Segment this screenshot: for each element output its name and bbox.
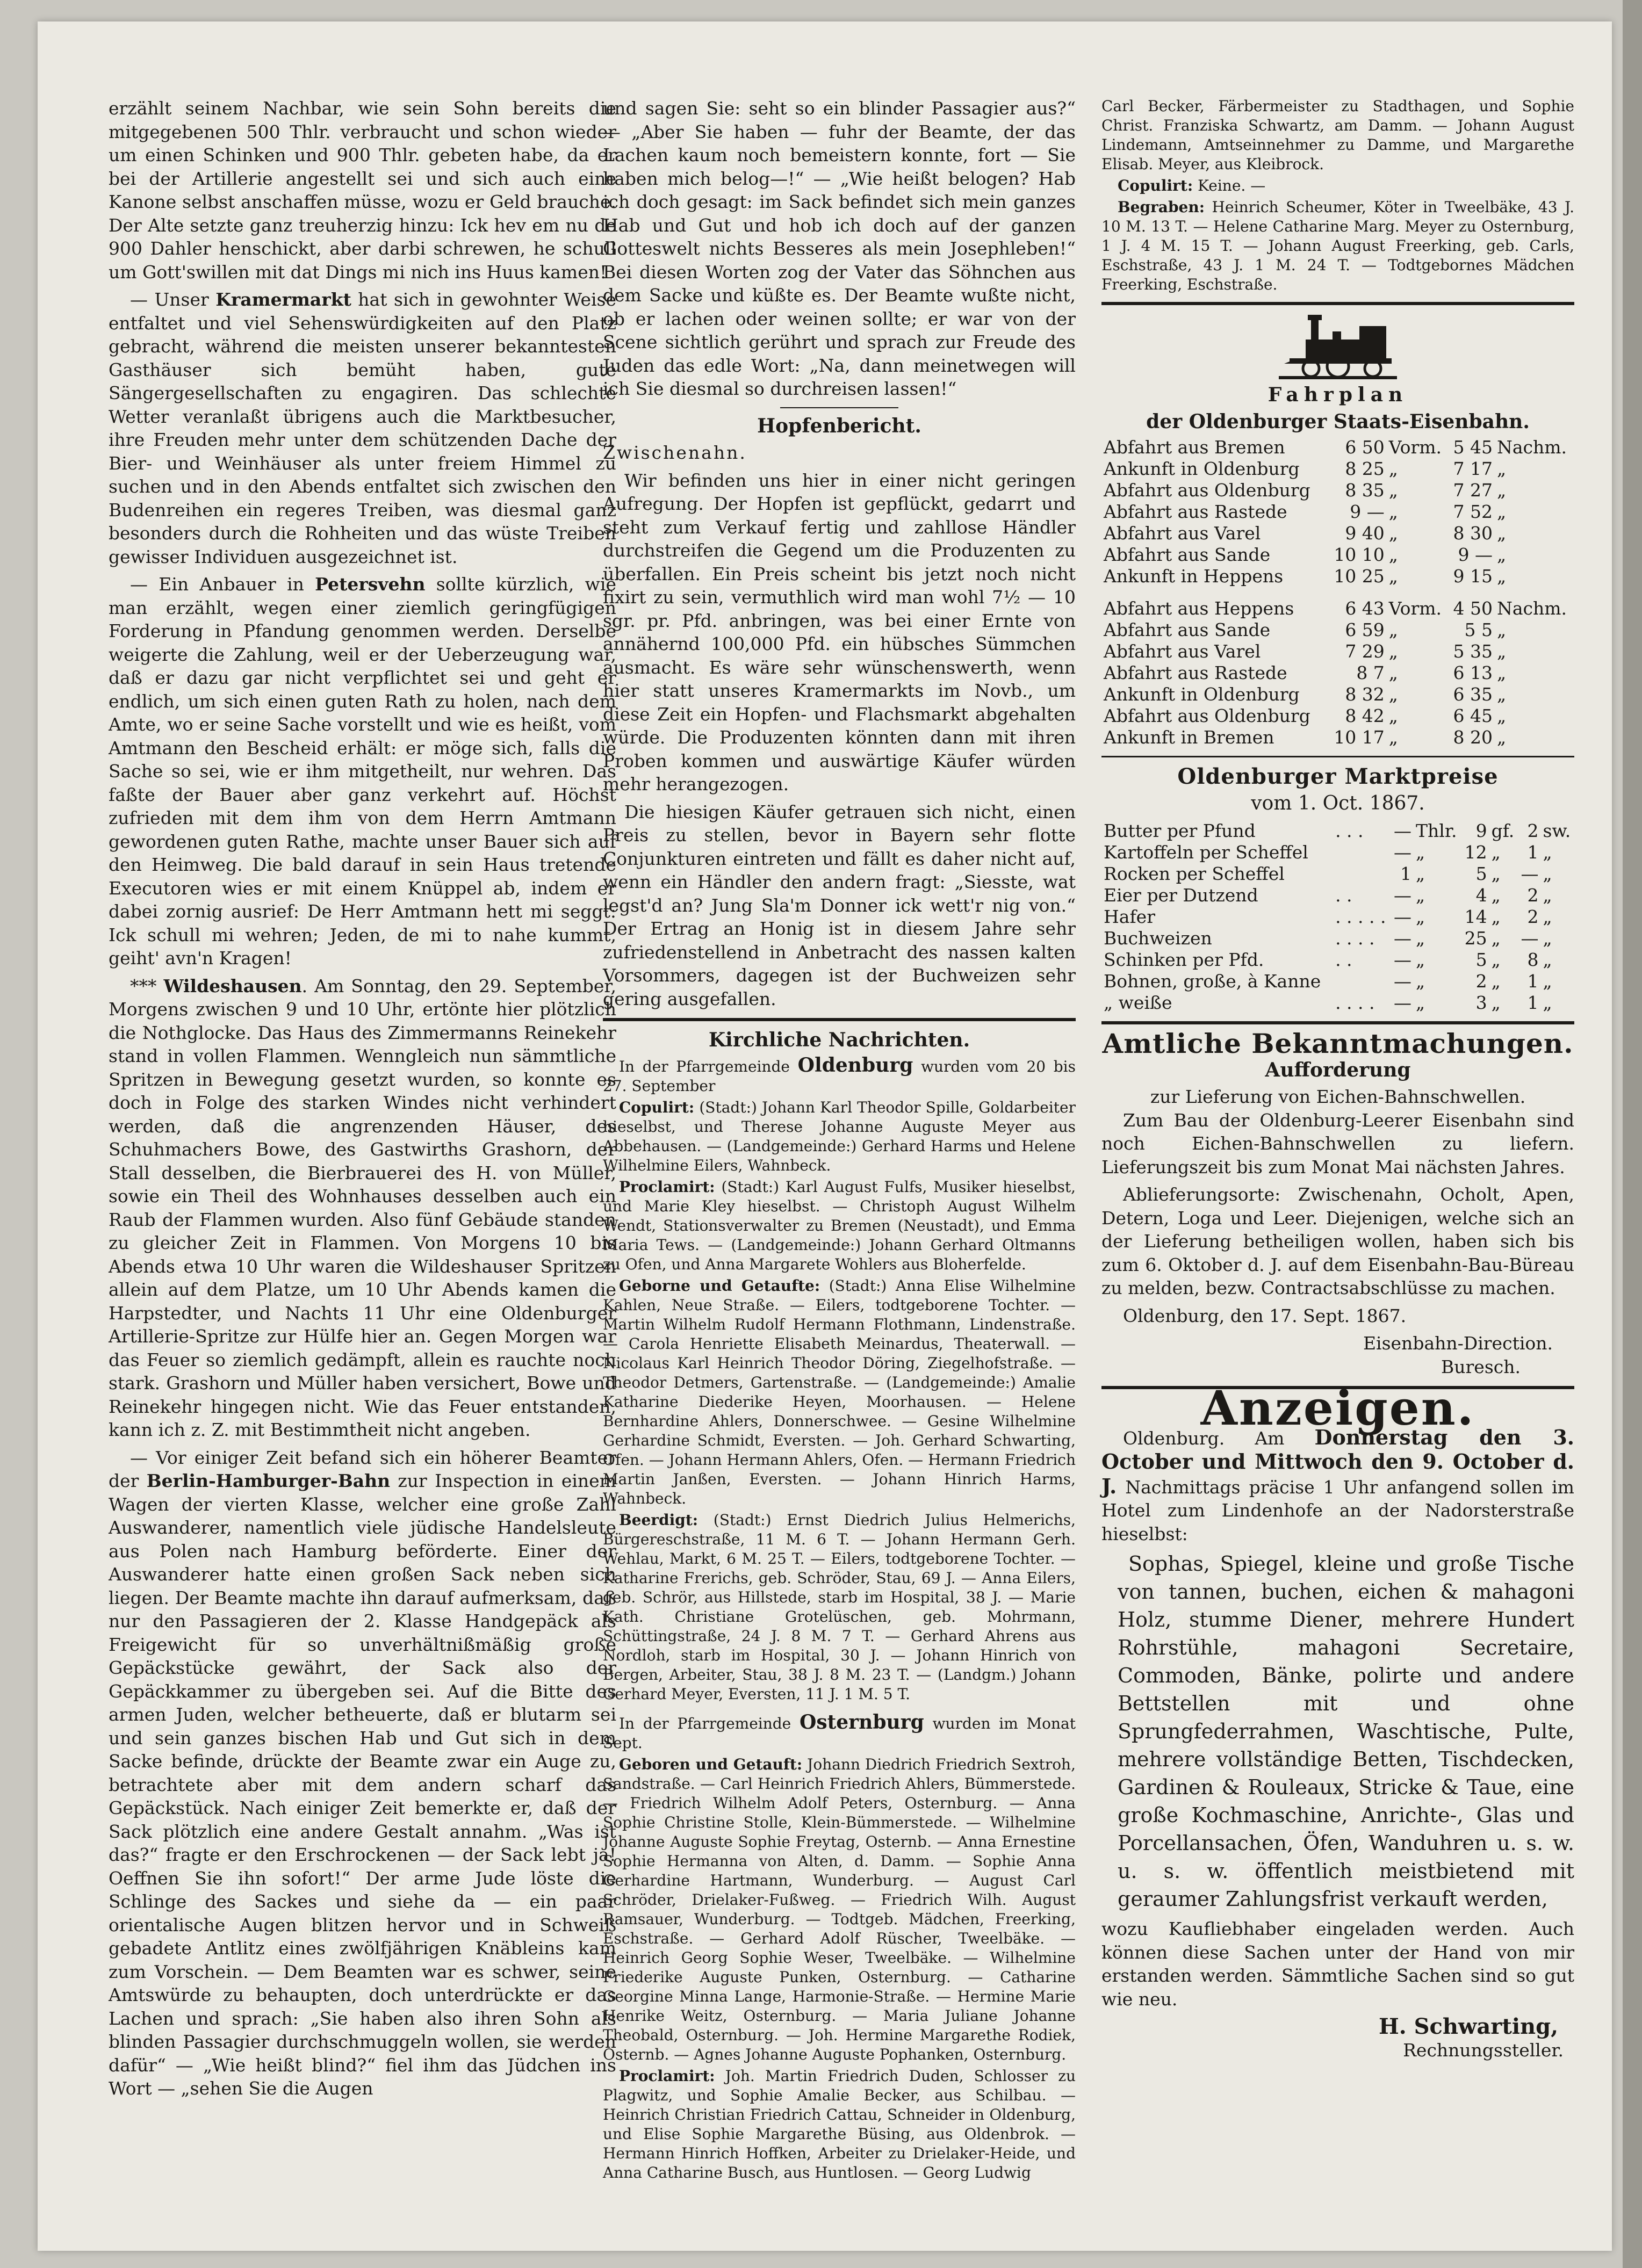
table-row — [1101, 619, 1574, 641]
table-cell: „ — [1496, 705, 1507, 726]
column-1 — [109, 97, 616, 2105]
table-cell: 1 — [1527, 842, 1539, 863]
table-row — [1101, 885, 1574, 906]
table-cell: 1 — [1400, 863, 1412, 884]
newspaper-page — [38, 21, 1612, 2251]
kirch-entry: Copulirt: Keine. — — [1118, 177, 1266, 194]
table-cell: „ — [1491, 949, 1501, 970]
table-cell: „ — [1491, 863, 1501, 884]
table-cell: — — [1394, 971, 1412, 992]
hopfen-text-1: Wir befinden uns hier in einer nicht geringen Aufregung. Der Hopfen ist gepflückt, gedarrt und steht zum Verkauf fertig und zahllose Händler durchstreifen die Gegend um die Produzenten zu überfallen. Ein Preis scheint bis jetzt noch nicht fixirt zu sein, vermuthlich wird man wohl 7½ — 10 sgr. pr. Pfd. anbringen, was bei einer Ernte von annähernd 100,000 Pfd. ein hübsches Sümmchen ausmacht. Es wäre sehr wünschenswerth, wenn hier statt unseres Kramermarkts im Novb., um diese Zeit ein Hopfen- und Flachsmarkt abgehalten würde. Die Produzenten könnten dann mit ihren Proben kommen und auswärtige Käufer würden mehr herangezogen. — [603, 470, 1076, 794]
table-cell — [1333, 971, 1391, 992]
table-cell: „ — [1491, 885, 1501, 906]
table-cell: 5 — [1475, 949, 1487, 970]
table-row — [1101, 566, 1574, 587]
dateline: Zwischenahn. — [603, 442, 747, 463]
table-cell: 8 32 — [1345, 684, 1385, 705]
table-cell: 14 — [1464, 906, 1487, 927]
table-cell: „ — [1388, 705, 1398, 726]
table-cell: Schinken per Pfd. — [1104, 949, 1264, 970]
table-cell: „ — [1416, 928, 1425, 949]
table-cell: 7 29 — [1345, 641, 1385, 662]
table-cell: Vorm. — [1388, 598, 1442, 619]
table-cell: 6 13 — [1453, 662, 1493, 683]
table-cell: „ — [1416, 863, 1425, 884]
table-cell: Abfahrt aus Sande — [1104, 619, 1271, 640]
table-cell: „ — [1416, 885, 1425, 906]
kirch-entry: Geboren und Getauft: Johann Diedrich Friedrich Sextroh, Sandstraße. — Carl Heinrich Friedrich Ahlers, Bümmerstede. — Friedrich Wilhelm Adolf Peters, Osternburg. — Anna Sophie Christine Stolle, Klein-Bümmerstede. — Wilhelmine Johanne Auguste Sophie Freytag, Osternb. — Anna Ernestine Sophie Hermanna von Alten, d. Damm. — Sophie Anna Gerhardine Hartmann, Wunderburg. — August Carl Schröder, Drielaker-Fußweg. — Friedrich Wilh. August Ramsauer, Wunderburg. — Todtgeb. Mädchen, Freerking, Eschstraße. — Gerhard Adolf Rüscher, Tweelbäke. — Heinrich Georg Sophie Weser, Tweelbäke. — Wilhelmine Friederike Auguste Punken, Osternburg. — Catharine Georgine Minna Lange, Harmonie-Straße. — Hermine Marie Henrike Weitz, Osternburg. — Maria Juliane Johanne Theobald, Osternburg. — Joh. Hermine Margarethe Rodiek, Osternb. — Agnes Johanne Auguste Pophanken, Osternburg. — [603, 1755, 1076, 2063]
aufforderung-text-2: Ablieferungsorte: Zwischenahn, Ocholt, Apen, Detern, Loga und Leer. Diejenigen, welche sich an der Lieferung betheiligen wollen, haben sich bis zum 6. Oktober d. J. auf dem Eisenbahn-Bau-Büreau zu melden, bezw. Contractsabschlüsse zu machen. — [1101, 1184, 1574, 1298]
table-cell: „ — [1388, 619, 1398, 640]
table-cell: Nachm. — [1496, 437, 1567, 458]
kirch-entry: Proclamirt: Joh. Martin Friedrich Duden, Schlosser zu Plagwitz, und Sophie Amalie Becker, aus Schilbau. — Heinrich Christian Friedrich Cattau, Schneider in Oldenburg, und Elise Sophie Margarethe Büsing, aus Oldenbrok. — Hermann Hinrich Hoffken, Arbeiter zu Drielaker-Heide, und Anna Catharine Busch, aus Huntlosen. — Georg Ludwig — [603, 2067, 1076, 2182]
anzeige-list: Sophas, Spiegel, kleine und große Tische von tannen, buchen, eichen & mahagoni Holz, stumme Diener, mehrere Hundert Rohrstühle, mahagoni Secretaire, Commoden, Bänke, polirte und andere Bettstellen mit und ohne Sprungfederrahmen, Waschtische, Pulte, mehrere vollständige Betten, Tischdecken, Gardinen & Rouleaux, Stricke & Taue, eine große Kochmaschine, Anrichte-, Glas und Porcellansachen, Öfen, Wanduhren u. s. w. u. s. w. öffentlich meistbietend mit geraumer Zahlungsfrist verkauft werden, — [1118, 1552, 1574, 1911]
table-cell: 8 30 — [1453, 523, 1493, 544]
table-cell: — — [1394, 906, 1412, 927]
aufforderung-signature: Eisenbahn-Direction. — [1363, 1333, 1553, 1354]
aufforderung-date: Oldenburg, den 17. Sept. 1867. — [1123, 1305, 1407, 1326]
table-cell: „ — [1491, 971, 1501, 992]
table-row — [1101, 458, 1574, 480]
table-cell: „ — [1388, 727, 1398, 748]
table-cell: Kartoffeln per Scheffel — [1104, 842, 1308, 863]
table-cell: 7 17 — [1453, 458, 1493, 479]
table-cell: „ — [1416, 992, 1425, 1013]
table-cell: „ — [1496, 458, 1507, 479]
table-cell: „ weiße — [1104, 992, 1172, 1013]
table-cell: 6 59 — [1345, 619, 1385, 640]
table-cell: 8 — [1527, 949, 1539, 970]
table-row — [1101, 705, 1574, 727]
table-cell: . . — [1335, 885, 1352, 906]
table-cell: — — [1521, 928, 1539, 949]
timetable-2 — [1101, 598, 1574, 748]
table-cell: Butter per Pfund — [1104, 820, 1256, 841]
table-cell: „ — [1416, 971, 1425, 992]
table-cell: Abfahrt aus Bremen — [1104, 437, 1285, 458]
table-cell: Abfahrt aus Oldenburg — [1104, 705, 1310, 726]
table-cell: Abfahrt aus Sande — [1104, 544, 1271, 565]
table-cell: „ — [1416, 949, 1425, 970]
headline-petersvehn: Petersvehn — [315, 574, 426, 595]
divider — [780, 407, 898, 408]
table-cell: „ — [1496, 662, 1507, 683]
column-2 — [603, 97, 1076, 2185]
aufforderung-signature-name: Buresch. — [1441, 1356, 1521, 1377]
table-cell: „ — [1496, 619, 1507, 640]
table-cell: „ — [1496, 523, 1507, 544]
table-cell: „ — [1491, 992, 1501, 1013]
table-cell: Abfahrt aus Oldenburg — [1104, 480, 1310, 501]
table-cell: 10 17 — [1334, 727, 1385, 748]
table-cell: „ — [1496, 641, 1507, 662]
article-continuation: und sagen Sie: seht so ein blinder Passagier aus?“ — „Aber Sie haben — fuhr der Beamte, der das Lachen kaum noch bemeistern konnte, fort — Sie haben mich belog—!“ — „Wie heißt belogen? Hab ich doch gesagt: im Sack befindet sich mein ganzes Hab und Gut und hob ich doch auf der ganzen Gotteswelt nichts Besseres als mein Josephleben!“ Bei diesen Worten zog der Vater das Söhnchen aus dem Sacke und küßte es. Der Beamte wußte nicht, ob er lachen oder weinen sollte; er war von der Scene sichtlich gerührt und sprach zur Freude des Juden das edle Wort: „Na, dann meinetwegen will ich Sie diesmal so durchreisen lassen!“ — [603, 98, 1076, 399]
table-cell: 2 — [1527, 820, 1539, 841]
heading-hopfenbericht: Hopfenbericht. — [757, 414, 921, 437]
kirch-entry: Proclamirt: (Stadt:) Karl August Fulfs, Musiker hieselbst, und Marie Kley hieselbst. — Christoph August Wilhelm Wendt, Stationsverwalter zu Bremen (Neustadt), und Emma Maria Tews. — (Landgemeinde:) Johann Gerhard Oltmanns zu Ofen, und Anna Margarete Wohlers aus Bloherfelde. — [603, 1178, 1076, 1273]
table-row — [1101, 437, 1574, 458]
table-cell: „ — [1543, 842, 1552, 863]
table-cell: 25 — [1464, 928, 1487, 949]
kirch-continued: Carl Becker, Färbermeister zu Stadthagen, und Sophie Christ. Franziska Schwartz, am Damm. — Johann August Lindemann, Amtseinnehmer zu Damme, und Margarethe Elisab. Meyer, aus Kleibrock. Copulirt: Keine. — Begraben: Heinrich Scheumer, Köter in Tweelbäke, 43 J. 10 M. 13 T. — Helene Catharine Marg. Meyer zu Osternburg, 1 J. 4 M. 15 T. — Johann August Freerking, geb. Carls, Eschstraße, 43 J. 1 M. 24 T. — Todtgebornes Mädchen Freerking, Eschstraße. — [1101, 97, 1574, 293]
table-cell: „ — [1543, 928, 1552, 949]
table-cell: „ — [1388, 458, 1398, 479]
table-row — [1101, 992, 1574, 1014]
table-row — [1101, 501, 1574, 523]
table-cell: 3 — [1475, 992, 1487, 1013]
table-row — [1101, 971, 1574, 992]
heading-aufforderung: Aufforderung — [1265, 1058, 1411, 1081]
divider — [1101, 302, 1574, 305]
kirch-entry: Beerdigt: (Stadt:) Ernst Diedrich Julius Helmerichs, Bürgereschstraße, 11 M. 6 T. — Johann Hermann Gerh. Wehlau, Markt, 6 M. 25 T. — Eilers, todtgeborene Tochter. — Katharine Frerichs, geb. Schröder, Stau, 69 J. — Anna Eilers, geb. Schrör, aus Hillstede, starb im Hospital, 38 J. — Marie Kath. Christiane Grotelüschen, geb. Mohrmann, Schüttingstraße, 24 J. 8 M. 7 T. — Gerhard Ahrens aus Nordloh, starb im Hospital, 30 J. — Johann Hinrich von Bergen, Arbeiter, Stau, 38 J. 8 M. 23 T. — (Landgm.) Johann Gerhard Meyer, Eversten, 11 J. 1 M. 5 T. — [603, 1511, 1076, 1703]
table-row — [1101, 544, 1574, 566]
heading-amtliche-bekanntmachungen: Amtliche Bekanntmachungen. — [1102, 1028, 1574, 1059]
table-cell: „ — [1543, 885, 1552, 906]
kirch-oldenburg — [603, 1053, 1076, 2183]
table-cell: 9 15 — [1453, 566, 1493, 587]
article-petersvehn: — Ein Anbauer in Petersvehn sollte kürzlich, wie man erzählt, wegen einer ziemlich geringfügigen Forderung in Pfandung genommen werden. Derselbe weigerte die Zahlung, weil er der Ueberzeugung war, daß er dazu gar nicht verpflichtet sei und geht er endlich, um sich einen guten Rath zu holen, nach dem Amte, wo er seine Sache vorstellt und wie es heißt, vom Amtmann den Bescheid erhält: er möge sich, falls die Sache so sei, wie er ihm mitgetheilt, nur wehren. Das faßte der Bauer aber ganz verkehrt auf. Höchst zufrieden mit dem ihm von dem Herrn Amtmann gewordenen guten Rathe, machte unser Bauer sich auf den Heimweg. Die bald darauf in sein Haus tretende Executoren wies er mit einem Knüppel ab, indem er dabei zornig ausrief: De Herr Amtmann hett mi seggt: Ick schull mi wehren; Jeden, de mi to nahe kummt, geiht' avn'n Kragen! — [109, 574, 616, 969]
table-cell: 2 — [1527, 906, 1539, 927]
table-cell: „ — [1416, 842, 1425, 863]
table-cell: 10 25 — [1334, 566, 1385, 587]
kirch-entry: Begraben: Heinrich Scheumer, Köter in Tweelbäke, 43 J. 10 M. 13 T. — Helene Catharine Marg. Meyer zu Osternburg, 1 J. 4 M. 15 T. — Johann August Freerking, geb. Carls, Eschstraße, 43 J. 1 M. 24 T. — Todtgebornes Mädchen Freerking, Eschstraße. — [1101, 198, 1574, 293]
table-cell: — — [1521, 863, 1539, 884]
table-cell: 5 45 — [1453, 437, 1493, 458]
article-text: erzählt seinem Nachbar, wie sein Sohn bereits die mitgegebenen 500 Thlr. verbraucht und schon wieder um einen Schinken und 900 Thlr. gebeten habe, da er bei der Artillerie angestellt sei und sich auch eine Kanone selbst anschaffen müsse, wozu er Geld brauche. Der Alte setzte ganz treuherzig hinzu: Ick hev em nu de 900 Dahler henschickt, aber darbi schrewen, he schull um Gott'swillen mit dat Dings mi nich ins Huus kamen! — [109, 98, 616, 283]
table-cell: . . . . — [1335, 928, 1375, 949]
table-cell: 12 — [1464, 842, 1487, 863]
table-cell: Hafer — [1104, 906, 1155, 927]
table-cell: Ankunft in Oldenburg — [1104, 458, 1300, 479]
table-cell: „ — [1543, 949, 1552, 970]
kirch-intro: In der Pfarrgemeinde Oldenburg wurden vom 20 bis 27. September — [603, 1053, 1076, 1095]
table-row — [1101, 684, 1574, 705]
table-cell: „ — [1543, 971, 1552, 992]
table-cell: 10 10 — [1334, 544, 1385, 565]
divider — [1101, 1021, 1574, 1024]
table-cell: Abfahrt aus Heppens — [1104, 598, 1294, 619]
table-cell: 7 27 — [1453, 480, 1493, 501]
table-cell: „ — [1388, 501, 1398, 522]
table-cell: 9 — [1475, 820, 1487, 841]
table-cell: — — [1394, 992, 1412, 1013]
anzeige-signature: H. Schwarting, — [1378, 2014, 1558, 2039]
table-cell: Bohnen, große, à Kanne — [1104, 971, 1321, 992]
table-cell: Rocken per Scheffel — [1104, 863, 1285, 884]
table-cell: „ — [1388, 480, 1398, 501]
table-cell: Abfahrt aus Varel — [1104, 523, 1261, 544]
table-cell: „ — [1388, 684, 1398, 705]
table-cell: 2 — [1475, 971, 1487, 992]
table-cell: 8 42 — [1345, 705, 1385, 726]
hopfen-text-2: Die hiesigen Käufer getrauen sich nicht, einen Preis zu stellen, bevor in Bayern sehr flotte Conjunkturen eintreten und fällt es daher nicht auf, wenn ein Händler den andern fragt: „Siesste, wat legst'd an? Jung Sla'm Donner ick wett'r nig von.“ Der Ertrag an Honig ist in diesem Jahre sehr zufriedenstellend in Anbetracht des nassen kalten Vorsommers, dagegen ist der Buchweizen sehr gering ausgefallen. — [603, 801, 1076, 1009]
table-cell: „ — [1388, 523, 1398, 544]
table-cell: . . . . . — [1335, 906, 1386, 927]
table-cell: 1 — [1527, 971, 1539, 992]
table-cell: Vorm. — [1388, 437, 1442, 458]
table-row — [1101, 598, 1574, 619]
table-row — [1101, 480, 1574, 501]
table-row — [1101, 820, 1574, 842]
divider — [603, 1018, 1076, 1021]
kirch-intro: In der Pfarrgemeinde Osternburg wurden im Monat Sept. — [603, 1710, 1076, 1752]
table-cell: „ — [1388, 662, 1398, 683]
table-cell: „ — [1416, 906, 1425, 927]
table-cell: 8 20 — [1453, 727, 1493, 748]
table-row — [1101, 928, 1574, 949]
column-3 — [1101, 97, 1574, 2062]
page-edge — [1623, 0, 1642, 2268]
aufforderung-text-1: Zum Bau der Oldenburg-Leerer Eisenbahn sind noch Eichen-Bahnschwellen zu liefern. Lieferungszeit bis zum Monat Mai nächsten Jahres. — [1101, 1109, 1574, 1178]
table-cell — [1333, 842, 1391, 863]
table-cell: 9 — — [1458, 544, 1493, 565]
table-row — [1101, 949, 1574, 971]
table-cell: 5 5 — [1464, 619, 1493, 640]
table-cell: Nachm. — [1496, 598, 1567, 619]
table-cell: 8 7 — [1356, 662, 1385, 683]
table-row — [1101, 662, 1574, 684]
heading-kirchliche-nachrichten: Kirchliche Nachrichten. — [708, 1029, 970, 1051]
table-cell: — — [1394, 928, 1412, 949]
table-cell: 5 — [1475, 863, 1487, 884]
article-wildeshausen: *** Wildeshausen. Am Sonntag, den 29. September, Morgens zwischen 9 und 10 Uhr, ertönte hier plötzlich die Nothglocke. Das Haus des Zimmermanns Reinekehr stand in vollen Flammen. Wenngleich nun sämmtliche Spritzen in Bewegung gesetzt wurden, so konnte es doch in Folge des starken Windes nicht verhindert werden, daß die angrenzenden Häuser, des Schuhmachers Bowe, des Gastwirths Grashorn, der Stall desselben, die Bierbrauerei des H. von Müller, sowie ein Theil des Wohnhauses desselben auch ein Raub der Flammen wurden. Also fünf Gebäude standen zu gleicher Zeit in Flammen. Von Morgens 10 bis Abends etwa 10 Uhr waren die Wildeshauser Spritzen allein auf dem Platze, um 10 Uhr Abends kamen die Harpstedter, und Nachts 11 Uhr eine Oldenburger Artillerie-Spritze zur Hülfe hier an. Gegen Morgen war das Feuer so ziemlich gedämpft, allein es rauchte noch stark. Grashorn und Müller haben versichert, Bowe und Reinekehr hingegen nicht. Wie das Feuer entstanden, kann ich z. Z. mit Bestimmtheit nicht angeben. — [109, 975, 616, 1440]
table-cell: 4 — [1475, 885, 1487, 906]
table-row — [1101, 523, 1574, 544]
table-cell: „ — [1543, 863, 1552, 884]
headline-kramermarkt: Kramermarkt — [215, 289, 351, 310]
table-cell: Buchweizen — [1104, 928, 1212, 949]
table-row — [1101, 727, 1574, 748]
table-cell: „ — [1491, 906, 1501, 927]
divider — [1101, 756, 1574, 757]
table-cell: „ — [1496, 544, 1507, 565]
table-cell: „ — [1543, 906, 1552, 927]
table-cell: 4 50 — [1453, 598, 1493, 619]
aufforderung-sub: zur Lieferung von Eichen-Bahnschwellen. — [1150, 1086, 1526, 1107]
headline-bahn: Berlin-Hamburger-Bahn — [146, 1470, 391, 1491]
table-cell: „ — [1496, 480, 1507, 501]
kirch-entry: Copulirt: (Stadt:) Johann Karl Theodor Spille, Goldarbeiter hieselbst, und Therese Johanne Auguste Meyer aus Abbehausen. — (Landgemeinde:) Gerhard Harms und Helene Wilhelmine Eilers, Wahnbeck. — [603, 1098, 1076, 1174]
table-cell — [1333, 863, 1391, 885]
headline-wildeshausen: Wildeshausen — [163, 975, 302, 996]
article-berlin-hamburger-bahn: — Vor einiger Zeit befand sich ein höherer Beamter der Berlin-Hamburger-Bahn zur Inspection in einem Wagen der vierten Klasse, welcher eine große Zahl Auswanderer, namentlich viele jüdische Handelsleute aus Polen nach Hamburg beförderte. Einer der Auswanderer hatte einen großen Sack neben sich liegen. Der Beamte machte ihn darauf aufmerksam, daß nur den Passagieren der 2. Klasse Handgepäck als Freigewicht für so unverhältnißmäßig große Gepäckstücke gewährt, der Sack also der Gepäckkammer zu übergeben sei. Auf die Bitte des armen Juden, welcher betheuerte, daß er blutarm sei und sein ganzes bischen Hab und Gut sich in dem Sacke befinde, drückte der Beamte zwar ein Auge zu, betrachtete aber mit dem andern scharf das Gepäckstück. Nach einiger Zeit bemerkte er, daß der Sack plötzlich eine andere Gestalt annahm. „Was ist das?“ fragte er den Erschrockenen — der Sack lebt ja! Oeffnen Sie ihn sofort!“ Der arme Jude löste die Schlinge des Sackes und siehe da — ein paar orientalische Augen blitzen hervor und in Schweiß gebadete Antlitz eines zwölfjährigen Knäbleins kam zum Vorschein. — Dem Beamten war es schwer, seine Amtswürde zu behaupten, doch unterdrückte er das Lachen und sprach: „Sie haben also ihren Sohn als blinden Passagier durchschmuggeln wollen, sie werden dafür“ — „Wie heißt blind?“ fiel ihm das Jüdchen ins Wort — „sehen Sie die Augen — [109, 1447, 616, 2099]
table-cell: „ — [1491, 928, 1501, 949]
table-cell: gf. — [1491, 820, 1515, 841]
table-cell: 8 25 — [1345, 458, 1385, 479]
table-cell: „ — [1491, 842, 1501, 863]
kirch-entry: Geborne und Getaufte: (Stadt:) Anna Elise Wilhelmine Kahlen, Neue Straße. — Eilers, todtgeborene Tochter. — Martin Wilhelm Rudolf Hermann Flothmann, Lindenstraße. — Carola Henriette Elisabeth Meinardus, Theaterwall. — Nicolaus Karl Heinrich Theodor Döring, Ziegelhofstraße. — Theodor Detmers, Gartenstraße. — (Landgemeinde:) Amalie Katharine Diederike Heyen, Moorhausen. — Helene Bernhardine Ahlers, Donnerschwee. — Gesine Wilhelmine Gerhardine Schmidt, Eversten. — Joh. Gerhard Schwarting, Ofen. — Johann Hermann Ahlers, Ofen. — Hermann Friedrich Martin Janßen, Eversten. — Johann Hinrich Harms, Wahnbeck. — [603, 1276, 1076, 1507]
heading-anzeigen: Anzeigen. — [1200, 1380, 1475, 1436]
heading-fahrplan: Fahrplan — [1267, 384, 1408, 406]
table-cell: „ — [1496, 727, 1507, 748]
table-cell: „ — [1543, 992, 1552, 1013]
table-cell: „ — [1496, 566, 1507, 587]
table-cell: Eier per Dutzend — [1104, 885, 1258, 906]
table-cell: 9 40 — [1345, 523, 1385, 544]
table-cell: „ — [1496, 684, 1507, 705]
table-cell: 9 — — [1350, 501, 1385, 522]
table-cell: Thlr. — [1416, 820, 1457, 841]
table-cell: Ankunft in Bremen — [1104, 727, 1274, 748]
subheading-fahrplan: der Oldenburger Staats-Eisenbahn. — [1146, 410, 1530, 433]
table-row — [1101, 863, 1574, 885]
price-table — [1101, 820, 1574, 1014]
table-cell: — — [1394, 949, 1412, 970]
table-cell: 6 43 — [1345, 598, 1385, 619]
table-cell: 6 35 — [1453, 684, 1493, 705]
table-row — [1101, 641, 1574, 662]
table-cell: Abfahrt aus Rastede — [1104, 662, 1287, 683]
table-cell: „ — [1496, 501, 1507, 522]
anzeige-role: Rechnungssteller. — [1403, 2039, 1564, 2061]
table-cell: Abfahrt aus Rastede — [1104, 501, 1287, 522]
article-kramermarkt: — Unser Kramermarkt hat sich in gewohnter Weise entfaltet und viel Sehenswürdigkeiten auf den Platz gebracht, während die meisten unserer bekanntesten Gasthäuser sich bemüht haben, gute Sängergesellschaften zu engagiren. Das schlechte Wetter veranlaßt übrigens auch die Marktbesucher, ihre Freuden mehr unter dem schützenden Dache der Bier- und Weinhäuser als unter freiem Himmel zu suchen und in den Abends entfaltet sich zwischen den Budenreihen ein regeres Treiben, was diesmal ganz besonders durch die Rohheiten und das wüste Treiben gewisser Individuen ausgezeichnet ist. — [109, 289, 617, 567]
table-cell: 5 35 — [1453, 641, 1493, 662]
table-cell: „ — [1388, 641, 1398, 662]
table-cell: 2 — [1527, 885, 1539, 906]
table-cell: 8 35 — [1345, 480, 1385, 501]
table-cell: 1 — [1527, 992, 1539, 1013]
table-cell: Ankunft in Oldenburg — [1104, 684, 1300, 705]
table-cell: . . . — [1335, 820, 1364, 841]
table-cell: „ — [1388, 566, 1398, 587]
table-cell: — — [1394, 842, 1412, 863]
table-cell: „ — [1388, 544, 1398, 565]
table-cell: . . . . — [1335, 992, 1375, 1013]
table-cell: Ankunft in Heppens — [1104, 566, 1284, 587]
table-cell: Abfahrt aus Varel — [1104, 641, 1261, 662]
table-cell: . . — [1335, 949, 1352, 970]
table-cell: 6 45 — [1453, 705, 1493, 726]
timetable-1 — [1101, 437, 1574, 587]
table-row — [1101, 906, 1574, 928]
table-cell: — — [1394, 820, 1412, 841]
anzeige-text: Oldenburg. Am Donnerstag den 3. October und Mittwoch den 9. October d. J. Nachmittags präcise 1 Uhr anfangend sollen im Hotel zum Lindenhofe an der Nadorsterstraße hieselbst: — [1101, 1425, 1574, 1544]
table-cell: 6 50 — [1345, 437, 1385, 458]
marktpreise-date: vom 1. Oct. 1867. — [1251, 792, 1425, 814]
table-cell: 7 52 — [1453, 501, 1493, 522]
anzeige-end: wozu Kaufliebhaber eingeladen werden. Auch können diese Sachen unter der Hand von mir erstanden werden. Sämmtliche Sachen sind so gut wie neu. — [1101, 1918, 1574, 2010]
table-cell: — — [1394, 885, 1412, 906]
table-row — [1101, 842, 1574, 863]
locomotive-icon — [1273, 313, 1402, 382]
table-cell: sw. — [1543, 820, 1571, 841]
heading-marktpreise: Oldenburger Marktpreise — [1177, 764, 1499, 789]
